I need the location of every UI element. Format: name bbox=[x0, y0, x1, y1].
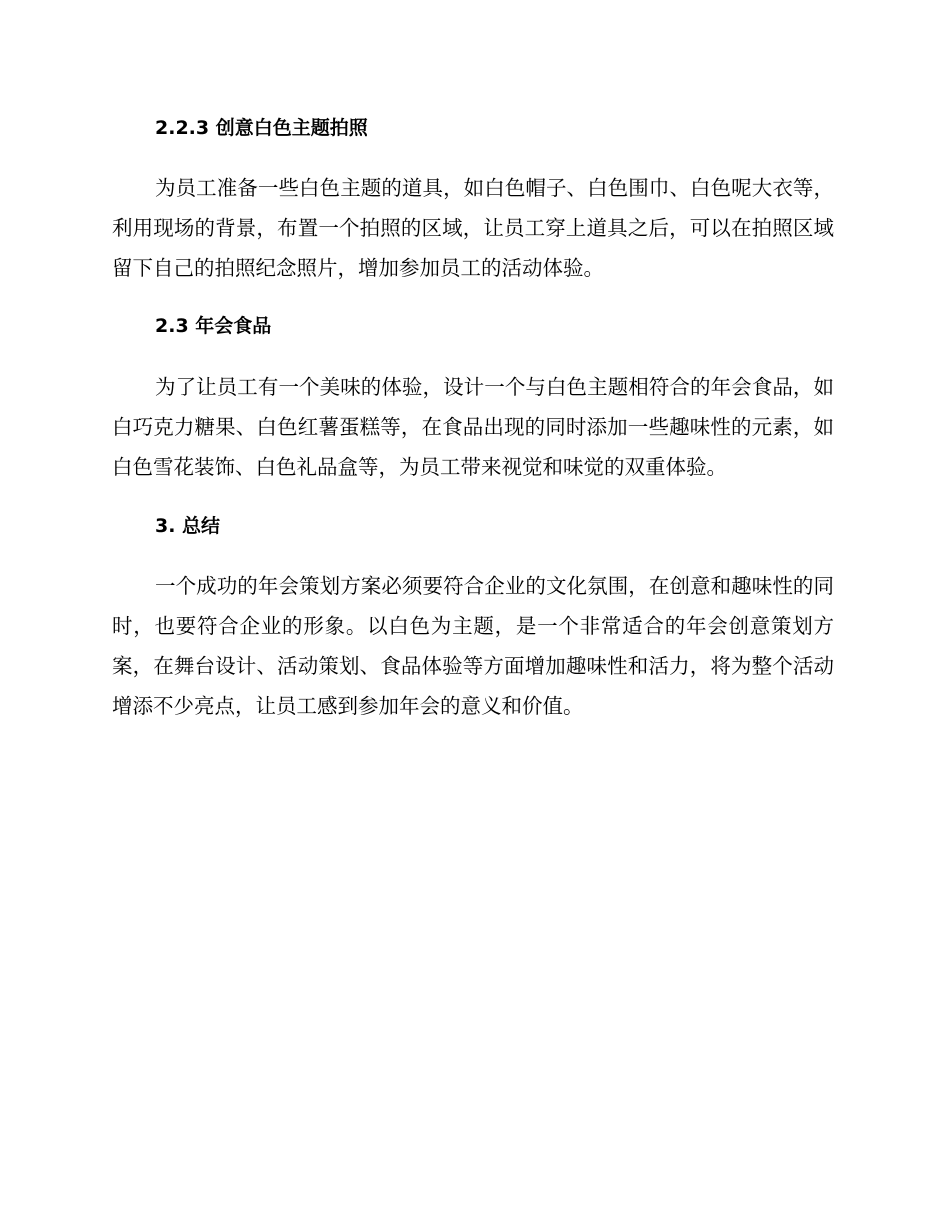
section-heading-photo: 2.2.3 创意白色主题拍照 bbox=[155, 117, 368, 139]
section-paragraph-summary: 一个成功的年会策划方案必须要符合企业的文化氛围，在创意和趣味性的同时，也要符合企业的形象。以白色为主题，是一个非常适合的年会创意策划方案，在舞台设计、活动策划、食品体验等方面增加趣味性和活力，将为整个活动增添不少亮点，让员工感到参加年会的意义和价值。 bbox=[112, 574, 834, 718]
section-paragraph-food: 为了让员工有一个美味的体验，设计一个与白色主题相符合的年会食品，如白巧克力糖果、白色红薯蛋糕等，在食品出现的同时添加一些趣味性的元素，如白色雪花装饰、白色礼品盒等，为员工带来视觉和味觉的双重体验。 bbox=[112, 375, 834, 479]
section-heading-summary: 3. 总结 bbox=[155, 515, 221, 537]
section-heading-food: 2.3 年会食品 bbox=[155, 315, 272, 337]
document-body bbox=[112, 114, 834, 726]
section-paragraph-photo: 为员工准备一些白色主题的道具，如白色帽子、白色围巾、白色呢大衣等，利用现场的背景，布置一个拍照的区域，让员工穿上道具之后，可以在拍照区域留下自己的拍照纪念照片，增加参加员工的活动体验。 bbox=[112, 176, 834, 280]
